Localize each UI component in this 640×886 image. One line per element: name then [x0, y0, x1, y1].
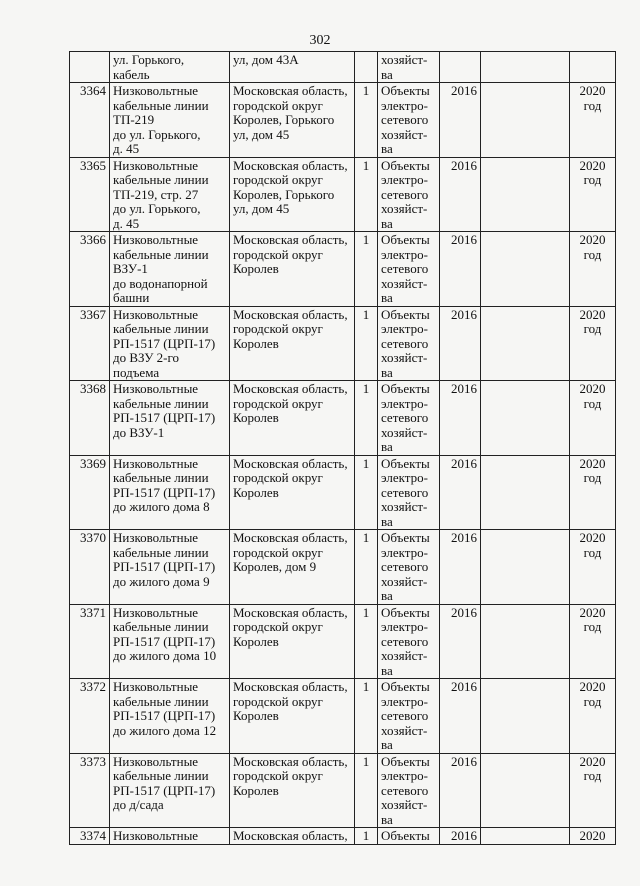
object-category: Объекты электро- сетевого хозяйст- ва: [378, 530, 440, 605]
table-row: [70, 306, 616, 381]
object-year: 2016: [440, 381, 481, 456]
object-transfer-date: 2020 год: [570, 530, 616, 605]
object-address: ул, дом 43А: [230, 52, 355, 83]
object-quantity: [355, 52, 378, 83]
object-name: Низковольтные кабельные линии РП-1517 (ЦРП-17) до жилого дома 8: [110, 455, 230, 530]
object-category: Объекты электро- сетевого хозяйст- ва: [378, 157, 440, 232]
object-transfer-date: 2020 год: [570, 679, 616, 754]
row-number: 3368: [70, 381, 110, 456]
object-quantity: 1: [355, 232, 378, 307]
object-transfer-date: 2020: [570, 828, 616, 845]
object-transfer-date: 2020 год: [570, 381, 616, 456]
object-name: Низковольтные кабельные линии РП-1517 (ЦРП-17) до ВЗУ 2-го подъема: [110, 306, 230, 381]
object-name: Низковольтные кабельные линии РП-1517 (ЦРП-17) до жилого дома 12: [110, 679, 230, 754]
empty-cell: [481, 232, 570, 307]
object-address: Московская область, городской округ Королев, Горького ул, дом 45: [230, 83, 355, 158]
empty-cell: [481, 157, 570, 232]
object-category: Объекты электро- сетевого хозяйст- ва: [378, 455, 440, 530]
row-number: 3369: [70, 455, 110, 530]
object-transfer-date: 2020 год: [570, 306, 616, 381]
object-address: Московская область,: [230, 828, 355, 845]
table-row: [70, 381, 616, 456]
object-name: Низковольтные кабельные линии РП-1517 (ЦРП-17) до д/сада: [110, 753, 230, 828]
empty-cell: [481, 52, 570, 83]
object-name: Низковольтные: [110, 828, 230, 845]
object-quantity: 1: [355, 83, 378, 158]
object-category: Объекты электро- сетевого хозяйст- ва: [378, 232, 440, 307]
object-transfer-date: 2020 год: [570, 604, 616, 679]
object-year: 2016: [440, 530, 481, 605]
object-transfer-date: 2020 год: [570, 232, 616, 307]
continuation-row: [70, 52, 616, 83]
page-number: 302: [309, 33, 331, 48]
object-year: 2016: [440, 157, 481, 232]
empty-cell: [481, 381, 570, 456]
row-number: 3365: [70, 157, 110, 232]
row-number: 3372: [70, 679, 110, 754]
object-address: Московская область, городской округ Королев, дом 9: [230, 530, 355, 605]
row-number: 3374: [70, 828, 110, 845]
object-category: Объекты электро- сетевого хозяйст- ва: [378, 381, 440, 456]
object-transfer-date: 2020 год: [570, 157, 616, 232]
row-number: 3366: [70, 232, 110, 307]
object-year: 2016: [440, 232, 481, 307]
object-transfer-date: 2020 год: [570, 455, 616, 530]
object-category: Объекты электро- сетевого хозяйст- ва: [378, 753, 440, 828]
object-year: 2016: [440, 455, 481, 530]
object-quantity: 1: [355, 679, 378, 754]
object-transfer-date: 2020 год: [570, 83, 616, 158]
object-transfer-date: 2020 год: [570, 753, 616, 828]
object-quantity: 1: [355, 157, 378, 232]
object-category: Объекты электро- сетевого хозяйст- ва: [378, 83, 440, 158]
empty-cell: [481, 828, 570, 845]
object-year: 2016: [440, 83, 481, 158]
object-category: Объекты электро- сетевого хозяйст- ва: [378, 306, 440, 381]
table-row: [70, 455, 616, 530]
table-row: [70, 679, 616, 754]
object-category: хозяйст- ва: [378, 52, 440, 83]
row-number: 3373: [70, 753, 110, 828]
object-name: Низковольтные кабельные линии РП-1517 (ЦРП-17) до жилого дома 10: [110, 604, 230, 679]
object-address: Московская область, городской округ Королев: [230, 306, 355, 381]
object-name: Низковольтные кабельные линии ТП-219 до ул. Горького, д. 45: [110, 83, 230, 158]
object-transfer-date: [570, 52, 616, 83]
object-year: 2016: [440, 828, 481, 845]
object-name: Низковольтные кабельные линии ВЗУ-1 до водонапорной башни: [110, 232, 230, 307]
row-number: 3370: [70, 530, 110, 605]
object-quantity: 1: [355, 753, 378, 828]
table-row: [70, 157, 616, 232]
object-year: 2016: [440, 679, 481, 754]
object-address: Московская область, городской округ Королев: [230, 232, 355, 307]
object-name: Низковольтные кабельные линии ТП-219, стр. 27 до ул. Горького, д. 45: [110, 157, 230, 232]
row-number: [70, 52, 110, 83]
object-quantity: 1: [355, 306, 378, 381]
table-row: [70, 753, 616, 828]
object-quantity: 1: [355, 381, 378, 456]
object-address: Московская область, городской округ Королев: [230, 381, 355, 456]
object-name: Низковольтные кабельные линии РП-1517 (ЦРП-17) до ВЗУ-1: [110, 381, 230, 456]
object-year: 2016: [440, 604, 481, 679]
empty-cell: [481, 753, 570, 828]
object-quantity: 1: [355, 828, 378, 845]
empty-cell: [481, 679, 570, 754]
object-year: [440, 52, 481, 83]
object-year: 2016: [440, 753, 481, 828]
table-row: [70, 828, 616, 845]
row-number: 3367: [70, 306, 110, 381]
object-category: Объекты: [378, 828, 440, 845]
object-address: Московская область, городской округ Королев: [230, 679, 355, 754]
object-address: Московская область, городской округ Королев: [230, 604, 355, 679]
row-number: 3371: [70, 604, 110, 679]
table-body: [70, 52, 616, 845]
property-registry-table: [69, 51, 616, 845]
object-quantity: 1: [355, 604, 378, 679]
object-category: Объекты электро- сетевого хозяйст- ва: [378, 679, 440, 754]
empty-cell: [481, 604, 570, 679]
empty-cell: [481, 455, 570, 530]
object-address: Московская область, городской округ Королев: [230, 455, 355, 530]
object-year: 2016: [440, 306, 481, 381]
empty-cell: [481, 306, 570, 381]
empty-cell: [481, 530, 570, 605]
empty-cell: [481, 83, 570, 158]
object-category: Объекты электро- сетевого хозяйст- ва: [378, 604, 440, 679]
object-address: Московская область, городской округ Королев, Горького ул, дом 45: [230, 157, 355, 232]
object-address: Московская область, городской округ Королев: [230, 753, 355, 828]
object-quantity: 1: [355, 455, 378, 530]
object-name: ул. Горького, кабель: [110, 52, 230, 83]
table-row: [70, 83, 616, 158]
row-number: 3364: [70, 83, 110, 158]
object-quantity: 1: [355, 530, 378, 605]
table-row: [70, 604, 616, 679]
table-row: [70, 530, 616, 605]
table-row: [70, 232, 616, 307]
object-name: Низковольтные кабельные линии РП-1517 (ЦРП-17) до жилого дома 9: [110, 530, 230, 605]
